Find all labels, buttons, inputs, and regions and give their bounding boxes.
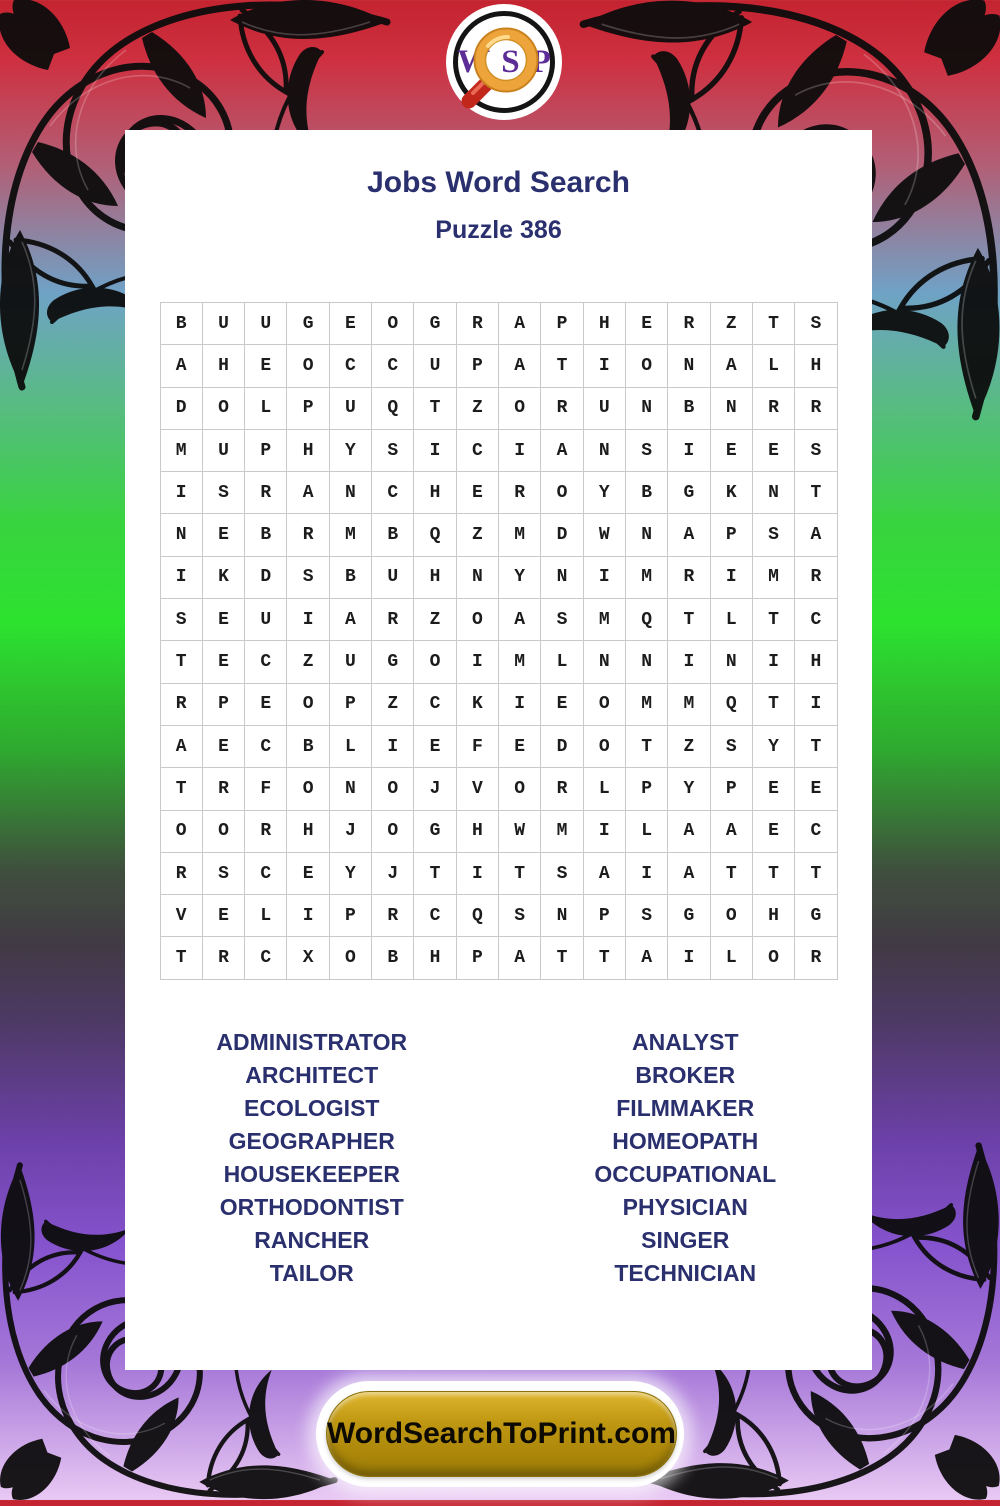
grid-cell: L xyxy=(626,811,668,853)
word-list-item: ADMINISTRATOR xyxy=(216,1028,408,1055)
grid-cell: E xyxy=(203,641,245,683)
grid-cell: M xyxy=(499,514,541,556)
grid-cell: O xyxy=(499,388,541,430)
grid-cell: S xyxy=(711,726,753,768)
grid-cell: C xyxy=(245,726,287,768)
grid-cell: K xyxy=(711,472,753,514)
grid-cell: C xyxy=(245,641,287,683)
grid-cell: D xyxy=(541,726,583,768)
grid-cell: O xyxy=(372,303,414,345)
grid-cell: J xyxy=(372,853,414,895)
grid-cell: Z xyxy=(711,303,753,345)
grid-cell: L xyxy=(541,641,583,683)
grid-cell: E xyxy=(203,895,245,937)
grid-cell: A xyxy=(711,345,753,387)
word-list-item: ARCHITECT xyxy=(245,1061,379,1088)
grid-cell: A xyxy=(795,514,837,556)
grid-cell: E xyxy=(499,726,541,768)
grid-cell: U xyxy=(245,599,287,641)
grid-cell: E xyxy=(330,303,372,345)
grid-cell: N xyxy=(753,472,795,514)
word-search-grid xyxy=(160,302,838,980)
grid-cell: P xyxy=(245,430,287,472)
site-button-glow xyxy=(316,1381,684,1487)
grid-cell: P xyxy=(711,514,753,556)
grid-cell: T xyxy=(753,599,795,641)
grid-cell: Z xyxy=(668,726,710,768)
grid-cell: J xyxy=(414,768,456,810)
grid-cell: M xyxy=(584,599,626,641)
grid-cell: O xyxy=(330,937,372,979)
grid-cell: U xyxy=(330,641,372,683)
grid-cell: I xyxy=(499,430,541,472)
logo-letter-p: P xyxy=(530,43,551,80)
grid-cell: K xyxy=(457,684,499,726)
grid-cell: R xyxy=(457,303,499,345)
grid-cell: M xyxy=(330,514,372,556)
grid-cell: M xyxy=(753,557,795,599)
grid-cell: O xyxy=(203,811,245,853)
grid-cell: T xyxy=(711,853,753,895)
grid-cell: R xyxy=(668,557,710,599)
grid-cell: T xyxy=(414,853,456,895)
grid-cell: V xyxy=(457,768,499,810)
word-list-item: ECOLOGIST xyxy=(244,1094,380,1121)
grid-cell: L xyxy=(753,345,795,387)
grid-cell: G xyxy=(668,472,710,514)
grid-cell: N xyxy=(330,472,372,514)
grid-cell: N xyxy=(457,557,499,599)
grid-cell: T xyxy=(668,599,710,641)
grid-cell: S xyxy=(203,853,245,895)
grid-cell: I xyxy=(457,641,499,683)
grid-cell: L xyxy=(245,388,287,430)
grid-cell: I xyxy=(584,345,626,387)
grid-cell: D xyxy=(245,557,287,599)
grid-cell: E xyxy=(245,345,287,387)
grid-cell: E xyxy=(414,726,456,768)
word-list-right-column xyxy=(499,1026,873,1290)
grid-cell: R xyxy=(245,472,287,514)
grid-cell: O xyxy=(711,895,753,937)
grid-cell: I xyxy=(457,853,499,895)
puzzle-card xyxy=(125,130,872,1370)
grid-cell: H xyxy=(457,811,499,853)
grid-cell: R xyxy=(287,514,329,556)
grid-cell: B xyxy=(372,514,414,556)
grid-cell: T xyxy=(626,726,668,768)
grid-cell: R xyxy=(161,684,203,726)
grid-cell: S xyxy=(203,472,245,514)
grid-cell: I xyxy=(795,684,837,726)
word-list-item: OCCUPATIONAL xyxy=(594,1160,777,1187)
grid-cell: N xyxy=(668,345,710,387)
grid-cell: O xyxy=(372,811,414,853)
grid-cell: N xyxy=(541,557,583,599)
grid-cell: T xyxy=(161,768,203,810)
grid-cell: E xyxy=(753,811,795,853)
grid-cell: A xyxy=(287,472,329,514)
grid-cell: Z xyxy=(414,599,456,641)
grid-cell: A xyxy=(499,303,541,345)
grid-cell: H xyxy=(795,345,837,387)
grid-cell: L xyxy=(245,895,287,937)
grid-cell: B xyxy=(161,303,203,345)
grid-cell: B xyxy=(245,514,287,556)
grid-cell: M xyxy=(161,430,203,472)
grid-cell: Z xyxy=(457,388,499,430)
site-link-button[interactable]: WordSearchToPrint.com xyxy=(326,1391,677,1477)
grid-cell: T xyxy=(795,853,837,895)
grid-cell: H xyxy=(753,895,795,937)
grid-cell: E xyxy=(753,430,795,472)
grid-cell: U xyxy=(245,303,287,345)
grid-cell: P xyxy=(287,388,329,430)
word-search-grid-wrap xyxy=(160,302,838,980)
grid-cell: H xyxy=(203,345,245,387)
grid-cell: L xyxy=(330,726,372,768)
word-list-item: PHYSICIAN xyxy=(622,1193,748,1220)
grid-cell: H xyxy=(795,641,837,683)
grid-cell: A xyxy=(584,853,626,895)
grid-cell: A xyxy=(668,514,710,556)
grid-cell: O xyxy=(287,684,329,726)
grid-cell: U xyxy=(414,345,456,387)
grid-cell: I xyxy=(414,430,456,472)
grid-cell: B xyxy=(287,726,329,768)
grid-cell: Y xyxy=(330,853,372,895)
grid-cell: G xyxy=(414,811,456,853)
grid-cell: P xyxy=(330,895,372,937)
grid-cell: C xyxy=(414,895,456,937)
grid-cell: R xyxy=(203,937,245,979)
grid-cell: O xyxy=(414,641,456,683)
grid-cell: N xyxy=(626,388,668,430)
grid-cell: E xyxy=(795,768,837,810)
grid-cell: R xyxy=(795,937,837,979)
grid-cell: A xyxy=(668,811,710,853)
grid-cell: G xyxy=(287,303,329,345)
grid-cell: I xyxy=(668,430,710,472)
grid-cell: Z xyxy=(372,684,414,726)
grid-cell: U xyxy=(584,388,626,430)
grid-cell: C xyxy=(330,345,372,387)
grid-cell: P xyxy=(711,768,753,810)
grid-cell: V xyxy=(161,895,203,937)
grid-cell: Q xyxy=(711,684,753,726)
grid-cell: Y xyxy=(668,768,710,810)
grid-cell: R xyxy=(795,388,837,430)
grid-cell: R xyxy=(541,388,583,430)
word-list-item: FILMMAKER xyxy=(616,1094,755,1121)
grid-cell: S xyxy=(372,430,414,472)
grid-cell: K xyxy=(203,557,245,599)
grid-cell: N xyxy=(711,388,753,430)
grid-cell: U xyxy=(330,388,372,430)
grid-cell: T xyxy=(753,303,795,345)
grid-cell: Y xyxy=(753,726,795,768)
grid-cell: I xyxy=(161,472,203,514)
grid-cell: S xyxy=(499,895,541,937)
grid-cell: R xyxy=(668,303,710,345)
grid-cell: S xyxy=(161,599,203,641)
grid-cell: N xyxy=(711,641,753,683)
word-list-item: GEOGRAPHER xyxy=(228,1127,395,1154)
grid-cell: R xyxy=(203,768,245,810)
grid-cell: O xyxy=(584,684,626,726)
grid-cell: I xyxy=(668,937,710,979)
grid-cell: Q xyxy=(414,514,456,556)
grid-cell: P xyxy=(541,303,583,345)
grid-cell: U xyxy=(372,557,414,599)
grid-cell: W xyxy=(499,811,541,853)
grid-cell: U xyxy=(203,303,245,345)
grid-cell: B xyxy=(668,388,710,430)
grid-cell: D xyxy=(161,388,203,430)
grid-cell: H xyxy=(584,303,626,345)
grid-cell: I xyxy=(626,853,668,895)
grid-cell: I xyxy=(753,641,795,683)
grid-cell: A xyxy=(668,853,710,895)
grid-cell: I xyxy=(499,684,541,726)
grid-cell: W xyxy=(584,514,626,556)
grid-cell: O xyxy=(287,768,329,810)
grid-cell: P xyxy=(203,684,245,726)
word-list-item: ORTHODONTIST xyxy=(219,1193,404,1220)
word-list-item: ANALYST xyxy=(632,1028,739,1055)
grid-cell: S xyxy=(626,430,668,472)
grid-cell: N xyxy=(584,430,626,472)
grid-cell: S xyxy=(753,514,795,556)
grid-cell: P xyxy=(330,684,372,726)
grid-cell: P xyxy=(584,895,626,937)
grid-cell: X xyxy=(287,937,329,979)
grid-cell: G xyxy=(414,303,456,345)
word-list-item: SINGER xyxy=(641,1226,730,1253)
grid-cell: E xyxy=(711,430,753,472)
page-title: Jobs Word Search xyxy=(367,166,630,199)
grid-cell: A xyxy=(499,599,541,641)
grid-cell: T xyxy=(753,684,795,726)
grid-cell: M xyxy=(626,684,668,726)
grid-cell: P xyxy=(457,345,499,387)
grid-cell: B xyxy=(330,557,372,599)
grid-cell: E xyxy=(245,684,287,726)
word-list-item: TAILOR xyxy=(269,1259,354,1286)
grid-cell: O xyxy=(499,768,541,810)
grid-cell: J xyxy=(330,811,372,853)
word-list-item: RANCHER xyxy=(254,1226,370,1253)
grid-cell: C xyxy=(245,937,287,979)
grid-cell: Q xyxy=(457,895,499,937)
grid-cell: C xyxy=(245,853,287,895)
grid-cell: F xyxy=(245,768,287,810)
grid-cell: L xyxy=(711,937,753,979)
grid-cell: G xyxy=(668,895,710,937)
grid-cell: A xyxy=(499,345,541,387)
grid-cell: H xyxy=(287,430,329,472)
grid-cell: S xyxy=(541,599,583,641)
grid-cell: R xyxy=(541,768,583,810)
word-list-item: HOMEOPATH xyxy=(612,1127,759,1154)
grid-cell: F xyxy=(457,726,499,768)
grid-cell: E xyxy=(626,303,668,345)
grid-cell: M xyxy=(626,557,668,599)
grid-cell: M xyxy=(541,811,583,853)
grid-cell: B xyxy=(626,472,668,514)
grid-cell: N xyxy=(330,768,372,810)
grid-cell: C xyxy=(414,684,456,726)
grid-cell: E xyxy=(287,853,329,895)
grid-cell: H xyxy=(414,557,456,599)
grid-cell: E xyxy=(203,726,245,768)
grid-cell: P xyxy=(626,768,668,810)
grid-cell: T xyxy=(795,472,837,514)
grid-cell: O xyxy=(161,811,203,853)
grid-cell: Z xyxy=(287,641,329,683)
grid-cell: A xyxy=(499,937,541,979)
grid-cell: E xyxy=(203,514,245,556)
grid-cell: R xyxy=(245,811,287,853)
grid-cell: M xyxy=(668,684,710,726)
grid-cell: S xyxy=(795,303,837,345)
grid-cell: A xyxy=(161,345,203,387)
grid-cell: T xyxy=(541,345,583,387)
grid-cell: A xyxy=(161,726,203,768)
grid-cell: H xyxy=(414,937,456,979)
grid-cell: R xyxy=(372,895,414,937)
grid-cell: E xyxy=(457,472,499,514)
grid-cell: S xyxy=(626,895,668,937)
grid-cell: T xyxy=(795,726,837,768)
grid-cell: S xyxy=(795,430,837,472)
grid-cell: G xyxy=(795,895,837,937)
grid-cell: E xyxy=(541,684,583,726)
grid-cell: I xyxy=(584,811,626,853)
grid-cell: O xyxy=(584,726,626,768)
grid-cell: Q xyxy=(626,599,668,641)
grid-cell: T xyxy=(161,641,203,683)
grid-cell: C xyxy=(795,811,837,853)
grid-cell: A xyxy=(330,599,372,641)
grid-cell: I xyxy=(161,557,203,599)
grid-cell: T xyxy=(161,937,203,979)
grid-cell: S xyxy=(287,557,329,599)
grid-cell: O xyxy=(753,937,795,979)
word-list xyxy=(125,1026,872,1290)
grid-cell: I xyxy=(584,557,626,599)
grid-cell: C xyxy=(457,430,499,472)
logo-letter-s: S xyxy=(501,43,520,80)
word-list-item: TECHNICIAN xyxy=(614,1259,757,1286)
grid-cell: T xyxy=(499,853,541,895)
grid-cell: R xyxy=(499,472,541,514)
grid-cell: Y xyxy=(499,557,541,599)
word-list-item: HOUSEKEEPER xyxy=(223,1160,400,1187)
grid-cell: H xyxy=(287,811,329,853)
grid-cell: I xyxy=(287,895,329,937)
grid-cell: U xyxy=(203,430,245,472)
grid-cell: Y xyxy=(584,472,626,514)
grid-cell: N xyxy=(161,514,203,556)
grid-cell: T xyxy=(753,853,795,895)
grid-cell: B xyxy=(372,937,414,979)
grid-cell: A xyxy=(541,430,583,472)
grid-cell: L xyxy=(711,599,753,641)
grid-cell: R xyxy=(753,388,795,430)
grid-cell: C xyxy=(372,472,414,514)
grid-cell: C xyxy=(372,345,414,387)
logo-letter-w: W xyxy=(457,43,491,80)
grid-cell: Q xyxy=(372,388,414,430)
grid-cell: A xyxy=(711,811,753,853)
grid-cell: E xyxy=(753,768,795,810)
grid-cell: S xyxy=(541,853,583,895)
grid-cell: A xyxy=(626,937,668,979)
grid-cell: I xyxy=(287,599,329,641)
grid-cell: I xyxy=(668,641,710,683)
grid-cell: P xyxy=(457,937,499,979)
puzzle-number: Puzzle 386 xyxy=(435,216,562,244)
grid-cell: C xyxy=(795,599,837,641)
word-list-item: BROKER xyxy=(635,1061,736,1088)
grid-cell: I xyxy=(372,726,414,768)
grid-cell: T xyxy=(414,388,456,430)
grid-cell: T xyxy=(541,937,583,979)
grid-cell: Y xyxy=(330,430,372,472)
grid-cell: N xyxy=(584,641,626,683)
grid-cell: R xyxy=(372,599,414,641)
grid-cell: N xyxy=(626,514,668,556)
grid-cell: H xyxy=(414,472,456,514)
wsp-logo xyxy=(446,4,562,120)
grid-cell: G xyxy=(372,641,414,683)
grid-cell: O xyxy=(203,388,245,430)
magnifying-glass-icon xyxy=(446,4,562,120)
grid-cell: E xyxy=(203,599,245,641)
grid-cell: O xyxy=(541,472,583,514)
grid-cell: L xyxy=(584,768,626,810)
grid-cell: R xyxy=(795,557,837,599)
grid-cell: M xyxy=(499,641,541,683)
grid-cell: I xyxy=(711,557,753,599)
word-list-left-column xyxy=(125,1026,499,1290)
grid-cell: D xyxy=(541,514,583,556)
grid-cell: O xyxy=(372,768,414,810)
grid-cell: N xyxy=(541,895,583,937)
grid-cell: N xyxy=(626,641,668,683)
grid-cell: O xyxy=(626,345,668,387)
grid-cell: O xyxy=(287,345,329,387)
grid-cell: Z xyxy=(457,514,499,556)
grid-cell: R xyxy=(161,853,203,895)
grid-cell: T xyxy=(584,937,626,979)
grid-cell: O xyxy=(457,599,499,641)
